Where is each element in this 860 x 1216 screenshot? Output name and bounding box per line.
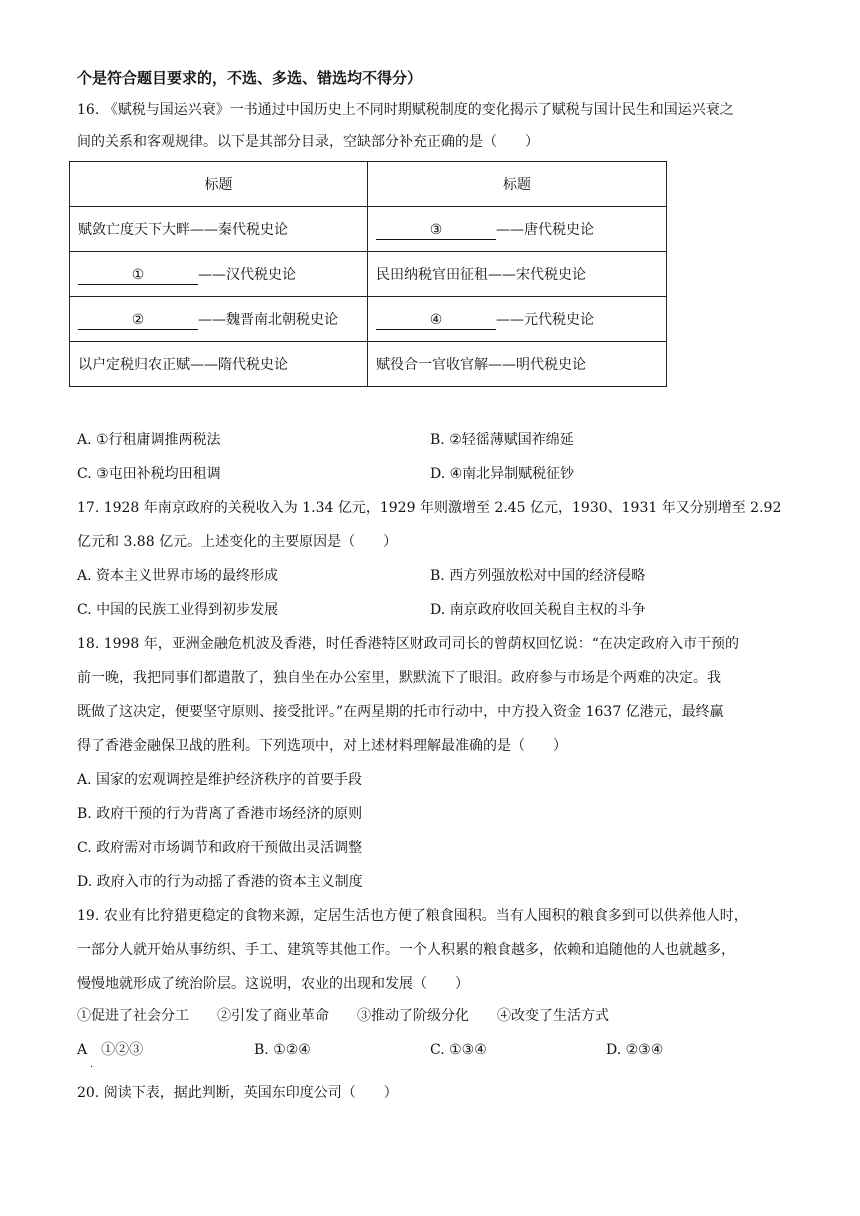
table-header-row — [70, 162, 667, 207]
q16-stem-line1: 16. 《赋税与国运兴衰》一书通过中国历史上不同时期赋税制度的变化揭示了赋税与国计民生和国运兴衰之 — [77, 102, 734, 118]
q19-stem-line1: 19. 农业有比狩猎更稳定的食物来源，定居生活也方便了粮食囤积。当有人囤积的粮食多到可以供养他人时， — [77, 908, 748, 924]
q18-option-d[interactable]: D. 政府入市的行为动摇了香港的资本主义制度 — [77, 874, 363, 890]
table-header-cell: 标题 — [70, 162, 368, 207]
q17-option-c[interactable]: C. 中国的民族工业得到初步发展 — [77, 602, 279, 618]
q18-stem-line2: 前一晚，我把同事们都遣散了，独自坐在办公室里，默默流下了眼泪。政府参与市场是个两难的决定。我 — [77, 670, 721, 686]
blank-2: ② — [78, 311, 198, 330]
table-row — [70, 297, 667, 342]
q18-option-a[interactable]: A. 国家的宏观调控是维护经济秩序的首要手段 — [77, 772, 363, 788]
cell-suffix: ——唐代税史论 — [496, 221, 594, 238]
blank-3: ③ — [376, 221, 496, 240]
cell-suffix: ——汉代税史论 — [198, 266, 296, 283]
table-row — [70, 252, 667, 297]
q17-stem-line2: 亿元和 3.88 亿元。上述变化的主要原因是（ ） — [77, 534, 398, 550]
blank-1: ① — [78, 266, 198, 285]
q18-stem-line3: 既做了这决定，便要坚守原则、接受批评。”在两星期的托市行动中，中方投入资金 1637 亿港元，最终赢 — [77, 704, 724, 720]
q16-stem-line2: 间的关系和客观规律。以下是其部分目录，空缺部分补充正确的是（ ） — [77, 134, 539, 150]
q18-stem-line1: 18. 1998 年，亚洲金融危机波及香港，时任香港特区财政司司长的曾荫权回忆说：“在决定政府入市干预的 — [77, 636, 739, 652]
q20-stem-line1: 20. 阅读下表，据此判断，英国东印度公司（ ） — [77, 1085, 398, 1101]
q16-option-d[interactable]: D. ④南北异制赋税征钞 — [430, 466, 575, 482]
q19-option-a[interactable]: A ①②③ — [77, 1042, 144, 1058]
table-cell: 赋敛亡度天下大畔——秦代税史论 — [70, 207, 368, 252]
q17-stem-line1: 17. 1928 年南京政府的关税收入为 1.34 亿元，1929 年则激增至 2.45 亿元，1930、1931 年又分别增至 2.92 — [77, 500, 782, 516]
table-cell — [70, 297, 368, 342]
table-cell — [70, 252, 368, 297]
q17-option-a[interactable]: A. 资本主义世界市场的最终形成 — [77, 568, 279, 584]
q19-option-b[interactable]: B. ①②④ — [254, 1042, 311, 1058]
q16-option-b[interactable]: B. ②轻徭薄赋国祚绵延 — [430, 432, 574, 448]
ocr-dot-mark: · — [90, 1062, 94, 1073]
cell-suffix: ——魏晋南北朝税史论 — [198, 311, 338, 328]
q19-option-d[interactable]: D. ②③④ — [606, 1042, 664, 1058]
q18-option-c[interactable]: C. 政府需对市场调节和政府干预做出灵活调整 — [77, 840, 363, 856]
table-header-cell: 标题 — [368, 162, 667, 207]
blank-4: ④ — [376, 311, 496, 330]
table-row — [70, 207, 667, 252]
q19-statement-items: ①促进了社会分工 ②引发了商业革命 ③推动了阶级分化 ④改变了生活方式 — [77, 1008, 609, 1024]
q18-stem-line4: 得了香港金融保卫战的胜利。下列选项中，对上述材料理解最准确的是（ ） — [77, 738, 567, 754]
q18-option-b[interactable]: B. 政府干预的行为背离了香港市场经济的原则 — [77, 806, 363, 822]
table-cell — [368, 207, 667, 252]
q16-option-a[interactable]: A. ①行租庸调推两税法 — [77, 432, 221, 448]
q16-option-c[interactable]: C. ③屯田补税均田租调 — [77, 466, 221, 482]
cell-suffix: ——元代税史论 — [496, 311, 594, 328]
table-cell: 以户定税归农正赋——隋代税史论 — [70, 342, 368, 387]
q19-stem-line3: 慢慢地就形成了统治阶层。这说明，农业的出现和发展（ ） — [77, 976, 469, 992]
table-cell: 民田纳税官田征租——宋代税史论 — [368, 252, 667, 297]
q19-option-c[interactable]: C. ①③④ — [430, 1042, 487, 1058]
q17-option-b[interactable]: B. 西方列强放松对中国的经济侵略 — [430, 568, 646, 584]
q17-option-d[interactable]: D. 南京政府收回关税自主权的斗争 — [430, 602, 646, 618]
table-row — [70, 342, 667, 387]
table-cell — [368, 297, 667, 342]
table-cell: 赋役合一官收官解——明代税史论 — [368, 342, 667, 387]
section-instruction: 个是符合题目要求的，不选、多选、错选均不得分） — [77, 69, 423, 87]
q19-stem-line2: 一部分人就开始从事纺织、手工、建筑等其他工作。一个人积累的粮食越多，依赖和追随他的人也就越多， — [77, 942, 735, 958]
q16-contents-table — [69, 161, 667, 387]
